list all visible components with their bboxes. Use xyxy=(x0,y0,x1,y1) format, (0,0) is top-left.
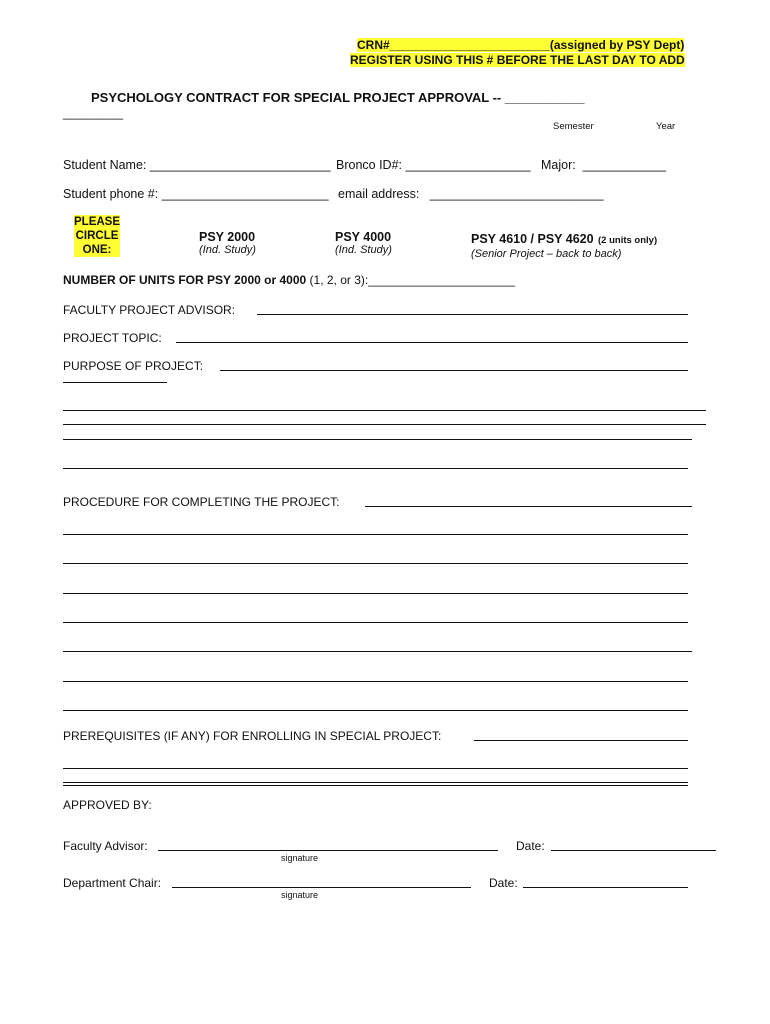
major-tail: _ xyxy=(659,158,667,172)
purpose-line[interactable] xyxy=(63,410,706,411)
please-circle-note xyxy=(74,215,120,257)
title-continuation-blank[interactable]: _________ xyxy=(63,106,124,120)
procedure-line[interactable] xyxy=(63,593,688,594)
course-option-psy4000[interactable] xyxy=(335,230,392,256)
major-label: Major: xyxy=(541,158,576,172)
department-chair-signature-label: Department Chair: xyxy=(63,876,162,890)
prerequisites-label: PREREQUISITES (IF ANY) FOR ENROLLING IN SPECIAL PROJECT: xyxy=(63,729,442,743)
project-topic-label: PROJECT TOPIC: xyxy=(63,331,162,345)
student-name-blank[interactable]: __________________________ xyxy=(149,158,331,172)
procedure-line[interactable] xyxy=(63,622,688,623)
semester-label: Semester xyxy=(553,121,594,132)
course-desc: (Senior Project – back to back) xyxy=(471,248,622,260)
chair-date-line[interactable] xyxy=(523,887,688,888)
department-chair-signature-line[interactable] xyxy=(172,887,471,888)
course-option-psy2000[interactable] xyxy=(199,230,256,256)
email-label: email address: xyxy=(338,187,420,201)
course-desc: (Ind. Study) xyxy=(199,244,256,256)
purpose-line[interactable] xyxy=(220,370,688,371)
student-name-label: Student Name: xyxy=(63,158,147,172)
advisor-date-line[interactable] xyxy=(551,850,716,851)
purpose-line[interactable] xyxy=(63,468,688,469)
chair-date-label: Date: xyxy=(489,876,518,890)
major-blank[interactable]: ___________ xyxy=(582,158,660,172)
student-name-field xyxy=(63,158,331,172)
faculty-advisor-signature-label: Faculty Advisor: xyxy=(63,839,148,853)
course-code: PSY 4610 / PSY 4620 xyxy=(471,232,594,246)
project-topic-line[interactable] xyxy=(176,342,688,343)
course-option-psy4610-4620[interactable] xyxy=(471,230,657,260)
student-phone-label: Student phone #: xyxy=(63,187,159,201)
course-extra: (2 units only) xyxy=(598,235,658,246)
approved-by-heading: APPROVED BY: xyxy=(63,798,152,812)
email-field xyxy=(338,187,604,201)
semester-blank[interactable]: ___________ xyxy=(504,90,585,105)
title-text: PSYCHOLOGY CONTRACT FOR SPECIAL PROJECT APPROVAL -- xyxy=(91,90,502,105)
course-code: PSY 2000 xyxy=(199,230,256,244)
email-blank[interactable]: _________________________ xyxy=(429,187,604,201)
bronco-id-blank[interactable]: __________________ xyxy=(405,158,531,172)
purpose-line[interactable] xyxy=(63,382,167,383)
faculty-advisor-signature-line[interactable] xyxy=(158,850,498,851)
signature-caption: signature xyxy=(281,853,319,863)
units-field xyxy=(63,273,515,287)
faculty-advisor-label: FACULTY PROJECT ADVISOR: xyxy=(63,303,236,317)
purpose-label: PURPOSE OF PROJECT: xyxy=(63,359,204,373)
procedure-line[interactable] xyxy=(63,563,688,564)
bronco-id-field xyxy=(336,158,531,172)
units-label: NUMBER OF UNITS FOR PSY 2000 or 4000 xyxy=(63,273,307,287)
procedure-line[interactable] xyxy=(63,681,688,682)
student-phone-blank[interactable]: ________________________ xyxy=(161,187,329,201)
major-field xyxy=(541,158,666,172)
purpose-line[interactable] xyxy=(63,424,706,425)
prerequisites-line[interactable] xyxy=(474,740,688,741)
course-desc: (Ind. Study) xyxy=(335,244,392,256)
procedure-line[interactable] xyxy=(365,506,692,507)
units-range: (1, 2, or 3): xyxy=(309,273,369,287)
please-text: PLEASE xyxy=(74,216,121,228)
course-code: PSY 4000 xyxy=(335,230,392,244)
purpose-line[interactable] xyxy=(63,439,692,440)
circle-text: CIRCLE xyxy=(75,230,119,242)
one-text: ONE: xyxy=(82,244,112,256)
section-divider xyxy=(63,782,688,786)
procedure-label: PROCEDURE FOR COMPLETING THE PROJECT: xyxy=(63,495,340,509)
page-title xyxy=(91,90,584,105)
signature-caption: signature xyxy=(281,890,319,900)
faculty-advisor-line[interactable] xyxy=(257,314,688,315)
year-label: Year xyxy=(656,121,676,132)
units-blank[interactable]: ______________________ xyxy=(368,273,516,287)
register-line: REGISTER USING THIS # BEFORE THE LAST DAY TO ADD xyxy=(350,53,685,67)
procedure-line[interactable] xyxy=(63,710,688,711)
prerequisites-line[interactable] xyxy=(63,768,688,769)
procedure-line[interactable] xyxy=(63,534,688,535)
bronco-id-label: Bronco ID#: xyxy=(336,158,403,172)
advisor-date-label: Date: xyxy=(516,839,545,853)
student-phone-field xyxy=(63,187,329,201)
procedure-line[interactable] xyxy=(63,651,692,652)
crn-line: CRN#________________________(assigned by PSY Dept) xyxy=(357,38,685,52)
